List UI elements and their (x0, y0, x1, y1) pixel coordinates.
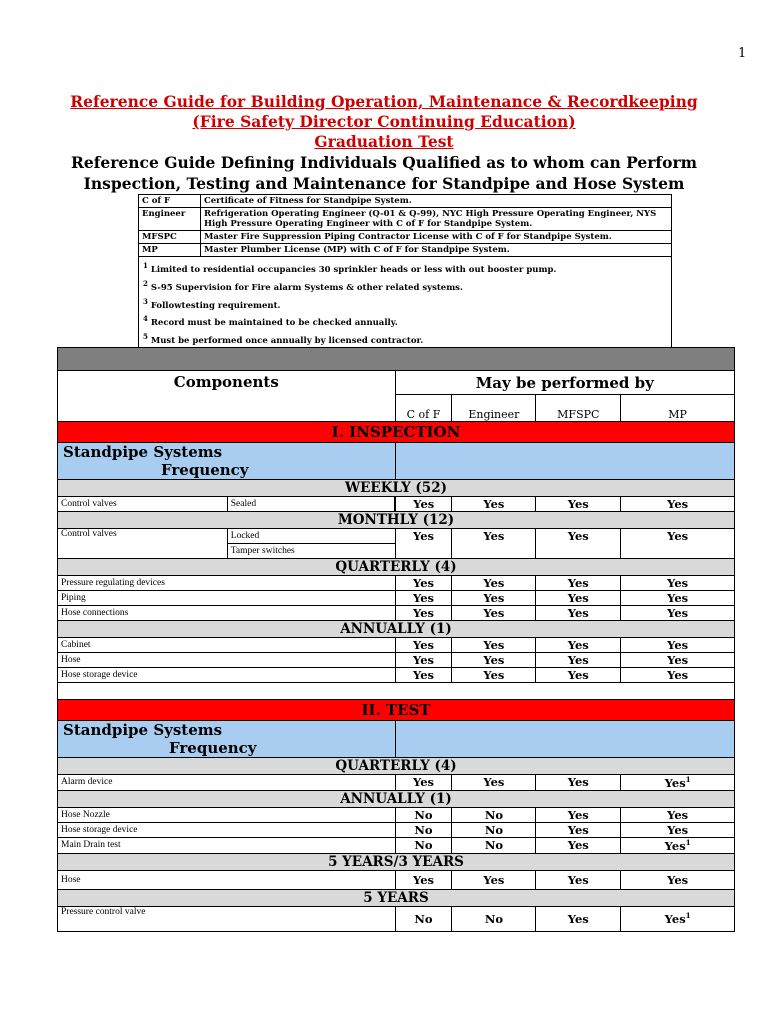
table-row: Hose connections Yes Yes Yes Yes (58, 606, 735, 621)
table-row: Pressure control valve No No Yes Yes$^1$ (58, 906, 735, 931)
frequency-annually: ANNUALLY (1) (58, 621, 735, 638)
note-3: $^3$ Followtesting requirement. (143, 296, 281, 311)
table-row: Control valves Sealed Yes Yes Yes Yes (58, 497, 735, 512)
system-row (58, 443, 735, 480)
system-row (58, 721, 735, 758)
title-line-3: Graduation Test (314, 132, 454, 151)
page-number: 1 (738, 46, 747, 61)
table-row: Hose storage device No No Yes Yes (58, 822, 735, 837)
system-label: Standpipe Systems (63, 721, 223, 739)
table-row: Hose Nozzle No No Yes Yes (58, 807, 735, 822)
performed-by-header: May be performed by (395, 371, 734, 395)
table-row: Cabinet Yes Yes Yes Yes (58, 638, 735, 653)
frequency-quarterly: QUARTERLY (4) (58, 559, 735, 576)
col-header-engineer: Engineer (452, 395, 536, 422)
legend-key: MFSPC (139, 231, 201, 244)
title-block (0, 92, 768, 194)
col-header-cof: C of F (395, 395, 452, 422)
table-row: Alarm device Yes Yes Yes Yes$^1$ (58, 775, 735, 791)
frequency-label: Frequency (169, 739, 257, 757)
row-item: Control valves (58, 497, 228, 512)
legend-key: MP (139, 244, 201, 257)
frequency-quarterly: QUARTERLY (4) (58, 758, 735, 775)
frequency-annually: ANNUALLY (1) (58, 790, 735, 807)
note-4: $^4$ Record must be maintained to be checked annually. (143, 314, 398, 329)
table-row: Main Drain test No No Yes Yes$^1$ (58, 837, 735, 853)
section-inspection: I. INSPECTION (58, 422, 735, 443)
components-header: Components (58, 371, 396, 422)
legend-row (139, 208, 672, 231)
legend-table (138, 194, 672, 351)
legend-desc: Certificate of Fitness for Standpipe System. (201, 195, 672, 208)
qualification-table (57, 347, 735, 932)
legend-notes (139, 257, 672, 351)
legend-row (139, 231, 672, 244)
frequency-label: Frequency (161, 461, 249, 479)
table-row: Piping Yes Yes Yes Yes (58, 591, 735, 606)
spacer-row (58, 683, 735, 700)
legend-row (139, 195, 672, 208)
subtitle-line-1: Reference Guide Defining Individuals Qualified as to whom can Perform (70, 153, 698, 172)
table-row: Pressure regulating devices Yes Yes Yes Yes (58, 576, 735, 591)
col-header-mfspc: MFSPC (536, 395, 621, 422)
frequency-monthly: MONTHLY (12) (58, 512, 735, 529)
legend-desc: Master Plumber License (MP) with C of F for Standpipe System. (201, 244, 672, 257)
legend-row (139, 244, 672, 257)
legend-desc: Master Fire Suppression Piping Contractor License with C of F for Standpipe System. (201, 231, 672, 244)
table-row: Tamper switches (58, 544, 735, 559)
note-5: $^5$ Must be performed once annually by licensed contractor. (143, 332, 424, 347)
title-line-1: Reference Guide for Building Operation, Maintenance & Recordkeeping (70, 92, 698, 111)
table-row: Hose Yes Yes Yes Yes (58, 653, 735, 668)
frequency-weekly: WEEKLY (52) (58, 480, 735, 497)
note-2: $^2$ S-95 Supervision for Fire alarm Systems & other related systems. (143, 278, 463, 293)
table-row: Control valves Locked Yes Yes Yes Yes (58, 529, 735, 544)
table-row: Hose Yes Yes Yes Yes (58, 870, 735, 889)
subtitle-line-2: Inspection, Testing and Maintenance for Standpipe and Hose System (83, 174, 685, 193)
row-detail: Sealed (227, 497, 395, 512)
header-row (58, 371, 735, 395)
system-label: Standpipe Systems (63, 443, 223, 461)
table-row: Hose storage device Yes Yes Yes Yes (58, 668, 735, 683)
frequency-5-3-years: 5 YEARS/3 YEARS (58, 853, 735, 870)
section-test: II. TEST (58, 700, 735, 721)
legend-notes-row (139, 257, 672, 351)
frequency-5-years: 5 YEARS (58, 889, 735, 906)
title-line-2: (Fire Safety Director Continuing Education) (192, 112, 576, 131)
legend-key: C of F (139, 195, 201, 208)
col-header-mp: MP (621, 395, 735, 422)
legend-key: Engineer (139, 208, 201, 231)
legend-desc: Refrigeration Operating Engineer (Q-01 & Q-99), NYC High Pressure Operating Engineer, NYS High Pressure Operating Engineer with C of F for Standpipe System. (201, 208, 672, 231)
note-1: $^1$ Limited to residential occupancies 30 sprinkler heads or less with out booster pump. (143, 261, 557, 275)
table-banner (58, 348, 735, 371)
